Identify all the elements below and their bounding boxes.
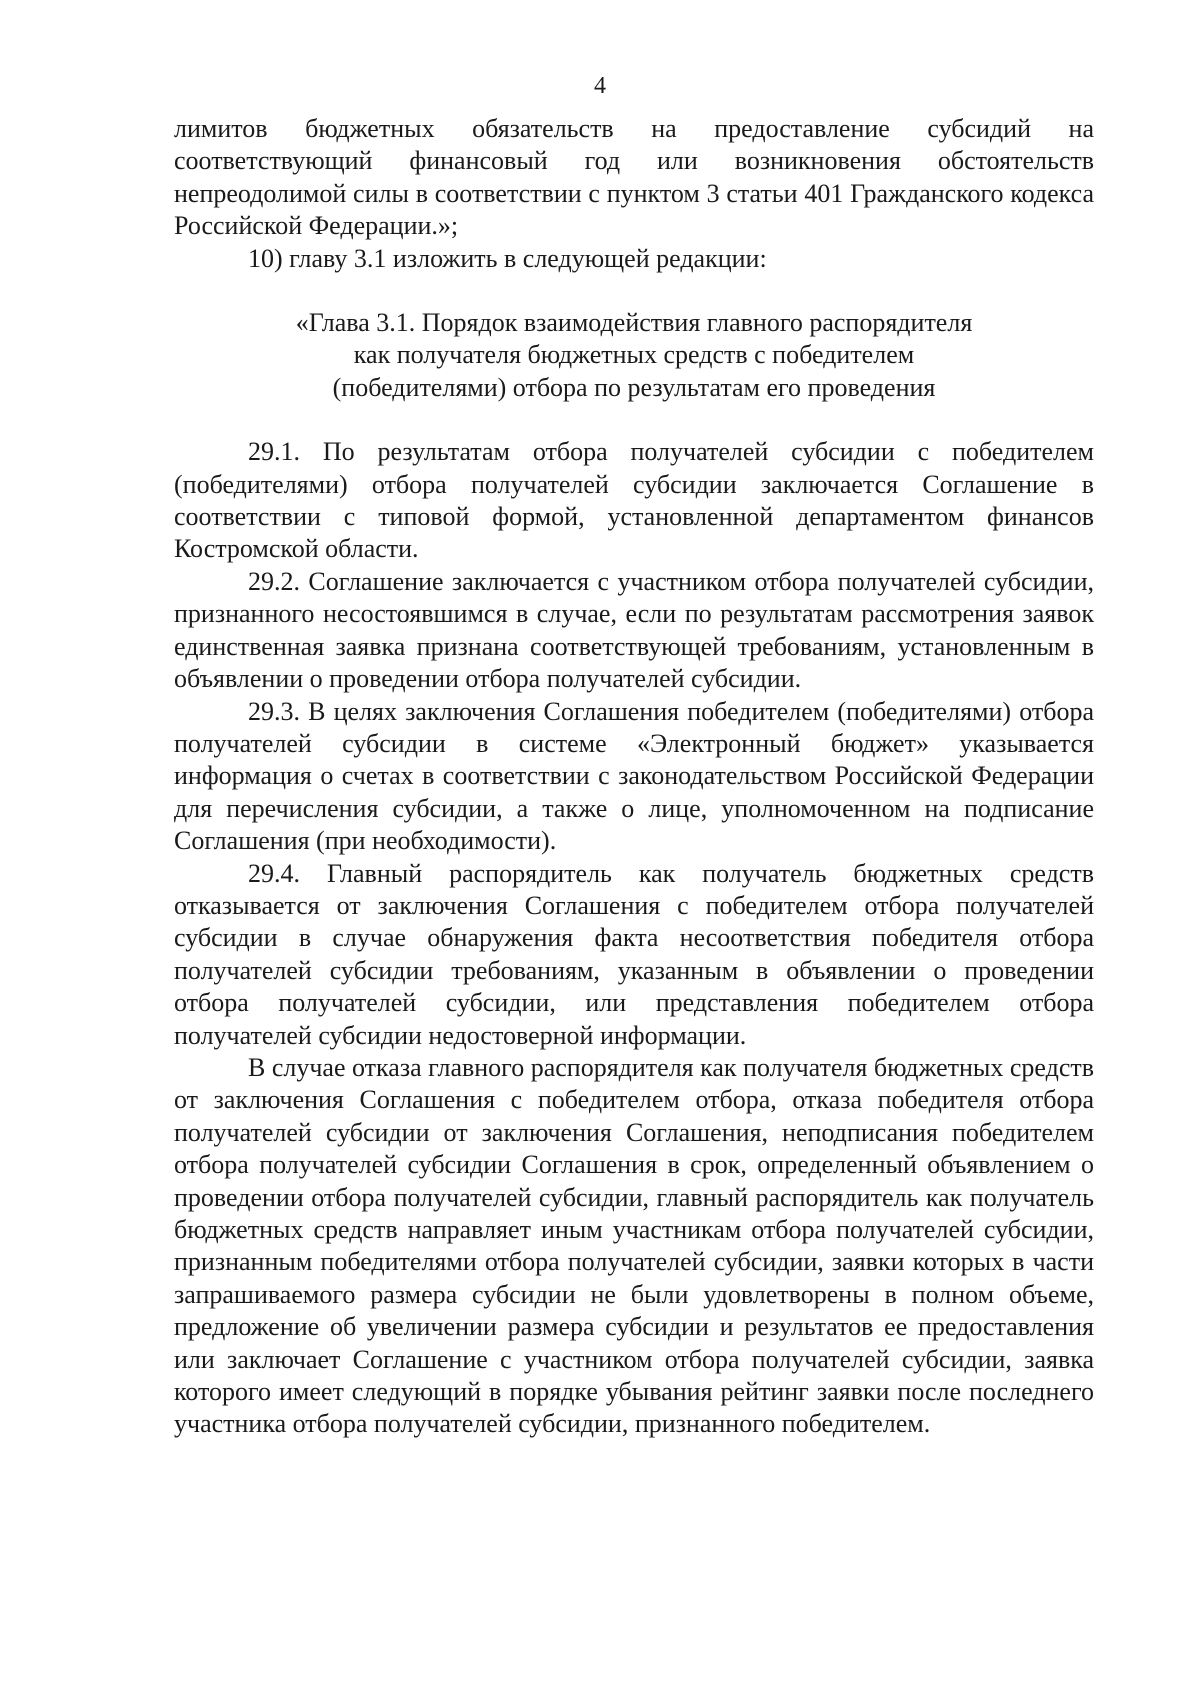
paragraph-29-2: 29.2. Соглашение заключается с участником отбора получателей субсидии, признанного несостоявшимся в случае, если по результатам рассмотрения заявок единственная заявка признана соответствующей требованиям, установленным в объявлении о проведении отбора получателей субсидии. [174, 566, 1094, 694]
paragraph-29-1: 29.1. По результатам отбора получателей субсидии с победителем (победителями) отбора получателей субсидии заключается Соглашение в соответствии с типовой формой, установленной департаментом финансов Костромской области. [174, 437, 1094, 564]
chapter-heading-line-1: «Глава 3.1. Порядок взаимодействия главного распорядителя [295, 308, 973, 338]
chapter-heading [174, 307, 1094, 404]
chapter-heading-line-3: (победителями) отбора по результатам его проведения [332, 372, 936, 402]
chapter-heading-line-2: как получателя бюджетных средств с победителем [353, 340, 915, 370]
paragraph-amendment-10: 10) главу 3.1 изложить в следующей редакции: [248, 243, 767, 273]
paragraph-29-3: 29.3. В целях заключения Соглашения победителем (победителями) отбора получателей субсидии в системе «Электронный бюджет» указывается информация о счетах в соответствии с законодательством Российской Федерации для перечисления субсидии, а также о лице, уполномоченном на подписание Соглашения (при необходимости). [174, 696, 1094, 856]
paragraph-refusal-case: В случае отказа главного распорядителя как получателя бюджетных средств от заключения Соглашения с победителем отбора, отказа победителя отбора получателей субсидии от заключения Соглашения, неподписания победителем отбора получателей субсидии Соглашения в срок, определенный объявлением о проведении отбора получателей субсидии, главный распорядитель как получатель бюджетных средств направляет иным участникам отбора получателей субсидии, признанным победителями отбора получателей субсидии, заявки которых в части запрашиваемого размера субсидии не были удовлетворены в полном объеме, предложение об увеличении размера субсидии и результатов ее предоставления или заключает Соглашение с участником отбора получателей субсидии, заявка которого имеет следующий в порядке убывания рейтинг заявки после последнего участника отбора получателей субсидии, признанного победителем. [174, 1052, 1094, 1439]
paragraph-continuation: лимитов бюджетных обязательств на предоставление субсидий на соответствующий финансовый год или возникновения обстоятельств непреодолимой силы в соответствии с пунктом 3 статьи 401 Гражданского кодекса Российской Федерации.»; [174, 114, 1094, 241]
paragraph-29-4: 29.4. Главный распорядитель как получатель бюджетных средств отказывается от заключения Соглашения с победителем отбора получателей субсидии в случае обнаружения факта несоответствия победителя отбора получателей субсидии требованиям, указанным в объявлении о проведении отбора получателей субсидии, или представления победителем отбора получателей субсидии недостоверной информации. [174, 858, 1094, 1050]
document-body [174, 113, 1094, 1441]
page-number: 4 [594, 73, 606, 99]
